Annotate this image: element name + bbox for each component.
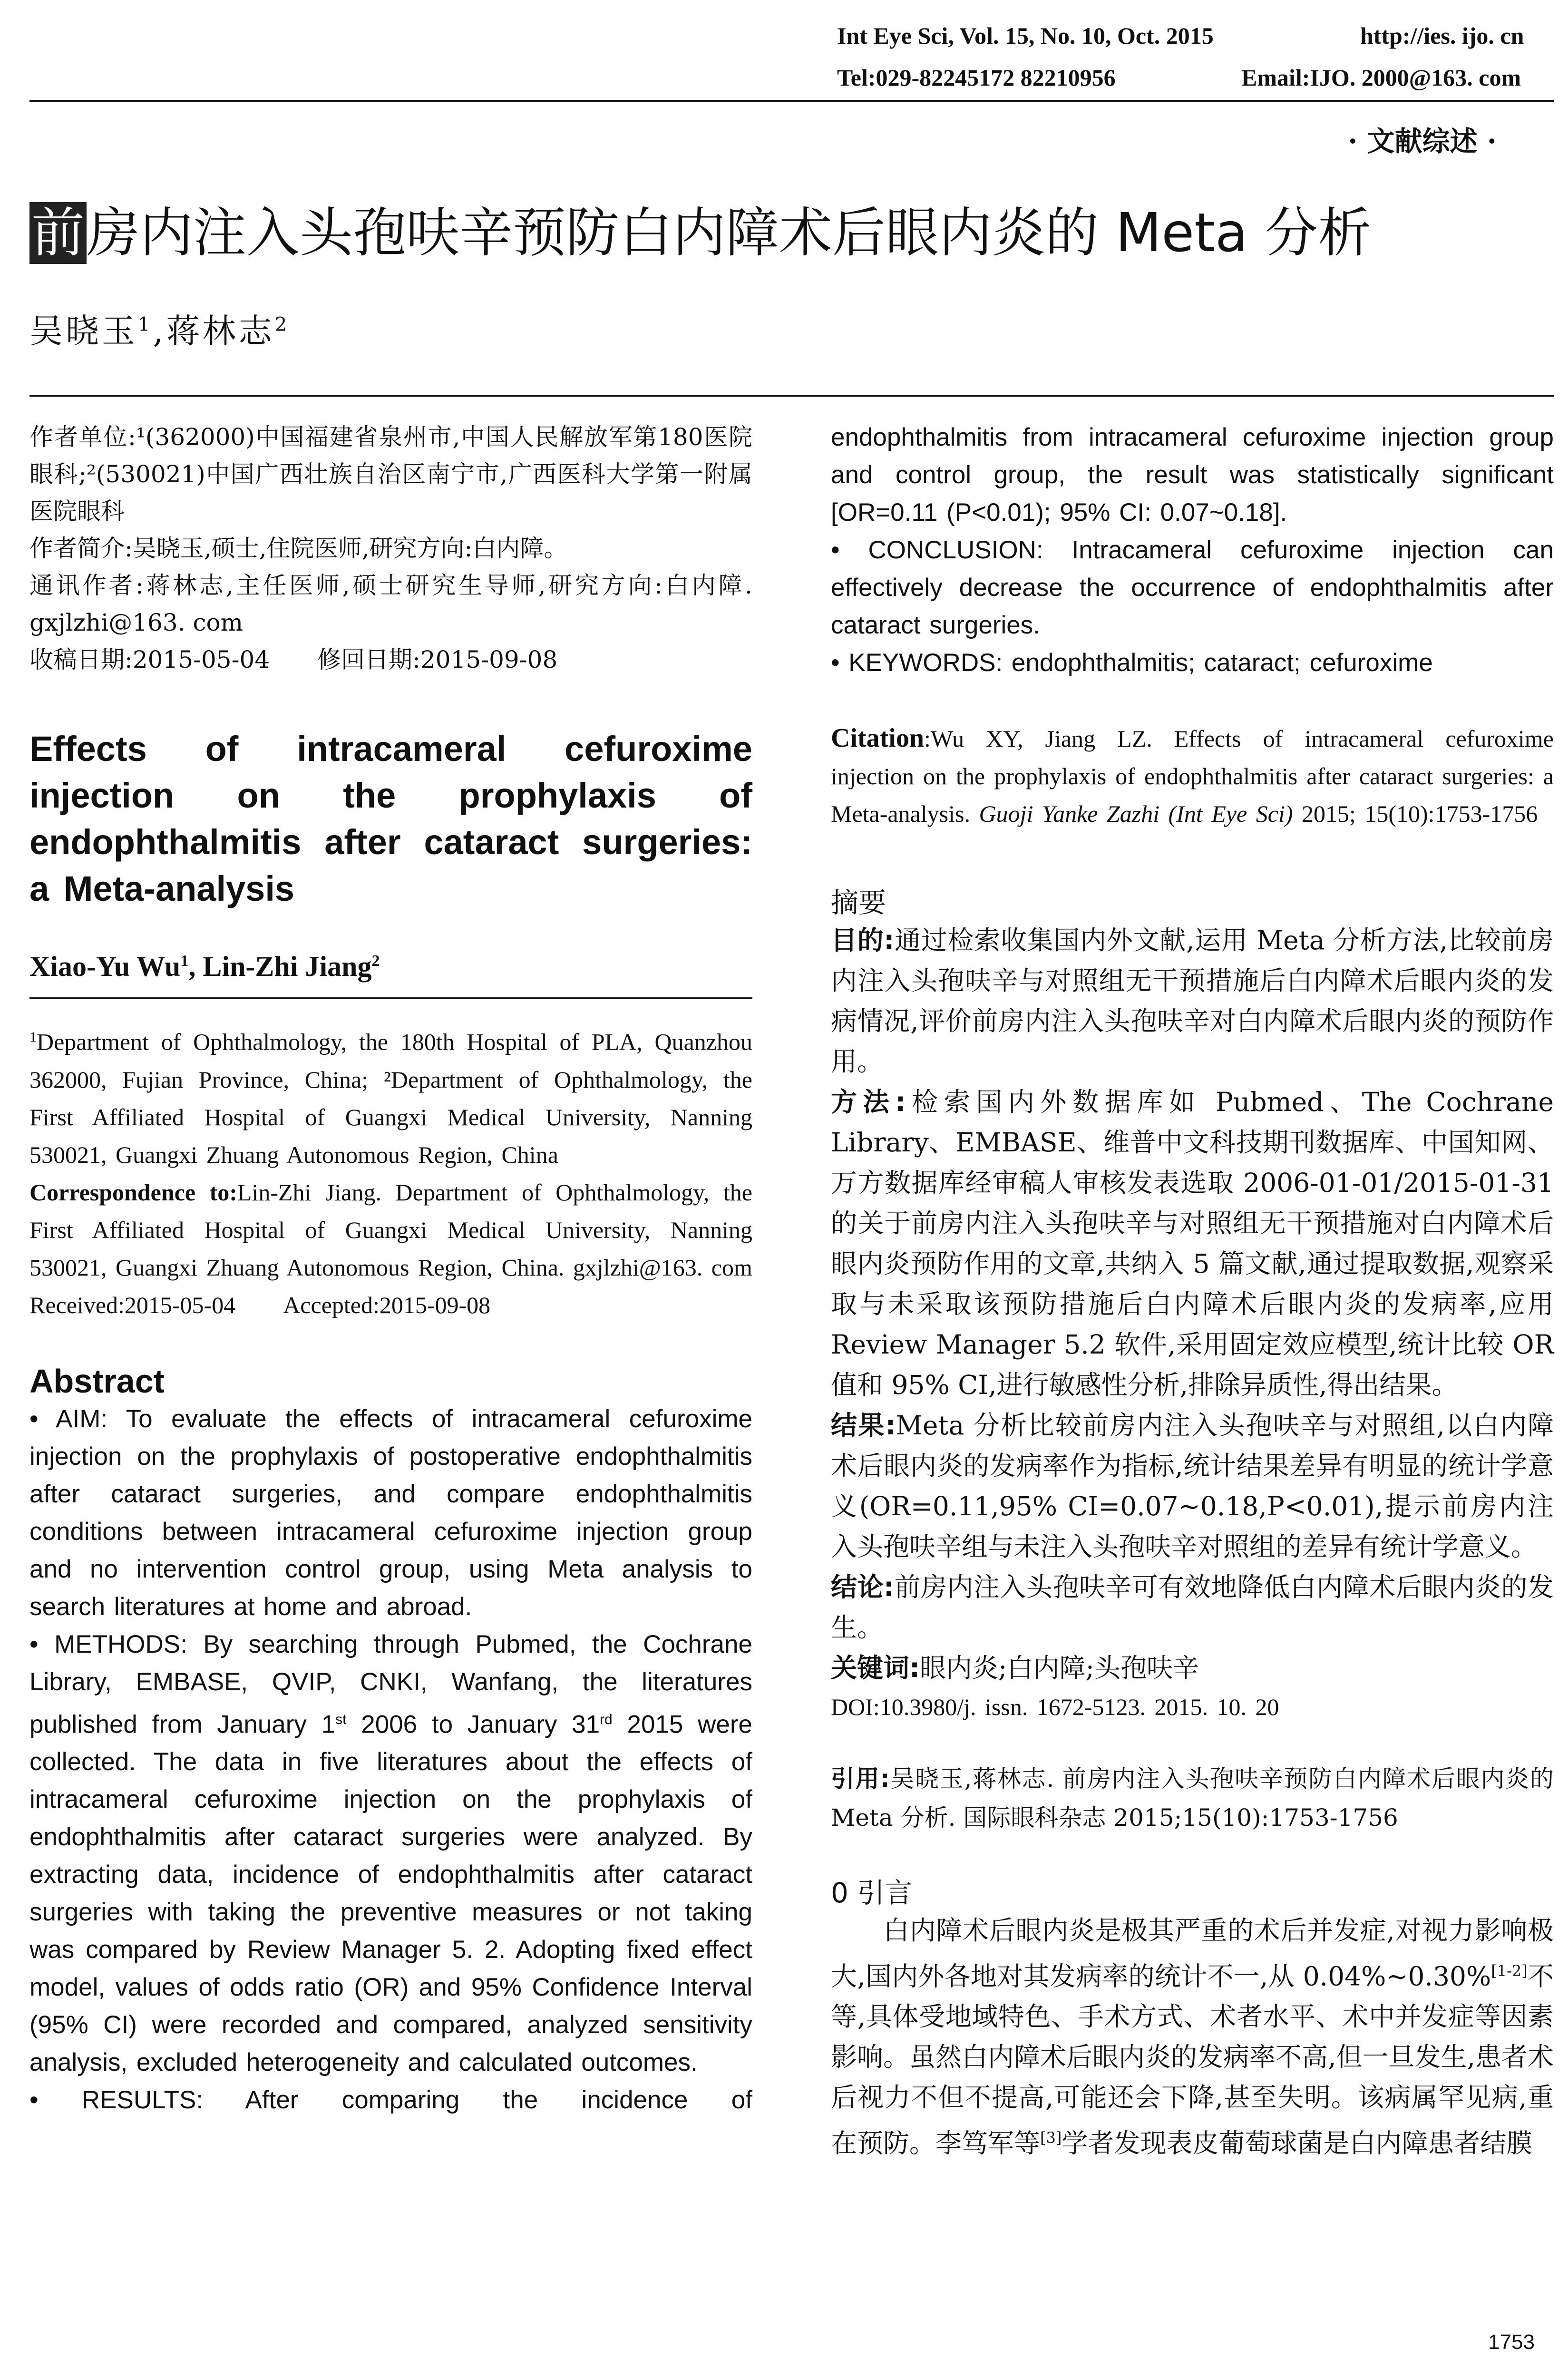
paper-title-cn — [29, 197, 1371, 269]
methods-sup-1: st — [335, 1711, 347, 1727]
paper-title-en: Effects of intracameral cefuroxime injection on the prophylaxis of endophthalmitis after cataract surgeries: a Meta-analysis — [29, 729, 752, 908]
doi[interactable]: DOI:10.3980/j. issn. 1672-5123. 2015. 10. 20 — [831, 1694, 1279, 1720]
section-tag: · 文献综述 · — [1348, 125, 1497, 157]
journal-info: Int Eye Sci, Vol. 15, No. 10, Oct. 2015 — [837, 22, 1214, 49]
citation-journal: Guoji Yanke Zazhi (Int Eye Sci) — [979, 800, 1293, 827]
cn-results-label: 结果: — [831, 1410, 896, 1441]
cn-citation — [831, 1759, 1554, 1837]
correspondence — [29, 1174, 752, 1286]
abstract-heading: Abstract — [29, 1362, 165, 1400]
correspondence-label: Correspondence to: — [29, 1179, 237, 1206]
author-intro: 作者简介:吴晓玉,硕士,住院医师,研究方向:白内障。 — [29, 535, 568, 562]
dates-en: Received:2015-05-04 Accepted:2015-09-08 — [29, 1291, 491, 1318]
abstract-aim: • AIM: To evaluate the effects of intracameral cefuroxime injection on the prophylaxis of postoperative endophthalmitis after cataract surgeries, and compare endophthalmitis conditions between intracameral cefuroxime injection group and no intervention control group, using Meta analysis to search literatures at home and abroad. — [29, 1404, 752, 1621]
abstract-keywords: • KEYWORDS: endophthalmitis; cataract; cefuroxime — [831, 649, 1433, 677]
author-1-sup: 1 — [138, 313, 153, 336]
title-first-char: 前 — [29, 202, 87, 264]
cn-aim-text: 通过检索收集国内外文献,运用 Meta 分析方法,比较前房内注入头孢呋辛与对照组无干预措施后白内障术后眼内炎的发病情况,评价前房内注入头孢呋辛对白内障术后眼内炎的预防作用。 — [831, 925, 1554, 1077]
methods-part-b: 2006 to January 31 — [346, 1710, 600, 1739]
cn-citation-text: 吴晓玉,蒋林志. 前房内注入头孢呋辛预防白内障术后眼内炎的 Meta 分析. 国际眼科杂志 2015;15(10):1753-1756 — [831, 1765, 1554, 1831]
authors-cn — [29, 304, 290, 352]
abstract-conclusion: • CONCLUSION: Intracameral cefuroxime injection can effectively decrease the occurrence of endophthalmitis after cataract surgeries. — [831, 536, 1554, 639]
title-rest: 房内注入头孢呋辛预防白内障术后眼内炎的 Meta 分析 — [87, 202, 1372, 264]
right-column — [831, 419, 1554, 2164]
intro-ref-1[interactable]: [1-2] — [1491, 1962, 1528, 1980]
affiliation — [29, 1018, 752, 1174]
cn-keywords-text: 眼内炎;白内障;头孢呋辛 — [920, 1653, 1199, 1683]
correspondence-text: Lin-Zhi Jiang. Department of Ophthalmology, the First Affiliated Hospital of Guangxi Medical University, Nanning 530021, Guangxi Zhuang Autonomous Region, China. gxjlzhi@163. com — [29, 1179, 752, 1281]
dates-cn: 收稿日期:2015-05-04 修回日期:2015-09-08 — [29, 646, 558, 673]
left-column — [29, 419, 752, 2119]
cn-conclusion-text: 前房内注入头孢呋辛可有效地降低白内障术后眼内炎的发生。 — [831, 1572, 1554, 1643]
citation-tail: 2015; 15(10):1753-1756 — [1293, 800, 1538, 827]
citation-en — [831, 720, 1554, 833]
abstract-results-cont: endophthalmitis from intracameral cefuroxime injection group and control group, the result was statistically significant [OR=0.11 (P<0.01); 95% CI: 0.07~0.18]. — [831, 423, 1554, 526]
header-rule — [29, 100, 1554, 102]
intro-paragraph — [831, 1910, 1554, 2164]
author-2-sup: 2 — [274, 313, 290, 336]
author-1-cn: 吴晓玉 — [29, 312, 138, 351]
affiliation-sup: 1 — [29, 1029, 37, 1045]
cn-conclusion-label: 结论: — [831, 1572, 894, 1602]
cn-abstract-keywords — [831, 1648, 1554, 1688]
intro-heading: 0 引言 — [831, 1877, 913, 1909]
title-rule — [29, 395, 1554, 397]
intro-text-c: 学者发现表皮葡萄球菌是白内障患者结膜 — [1062, 2128, 1533, 2159]
cn-methods-label: 方法: — [831, 1087, 906, 1117]
author-2-en-sup: 2 — [371, 952, 380, 970]
page-number: 1753 — [1488, 2330, 1535, 2354]
author-sep: , — [153, 312, 166, 351]
cn-abstract-results — [831, 1405, 1554, 1567]
methods-part-c: 2015 were collected. The data in five literatures about the effects of intracameral cefuroxime injection on the prophylaxis of endophthalmitis after cataract surgeries were analyzed. By extracting data, incidence of endophthalmitis after cataract surgeries with taking the preventive measures or not taking was compared by Review Manager 5. 2. Adopting fixed effect model, values of odds ratio (OR) and 95% Confidence Interval (95% CI) were recorded and compared, analyzed sensitivity analysis, excluded heterogeneity and calculated outcomes. — [29, 1710, 753, 2077]
abstract-results-start: • RESULTS: After comparing the incidence of — [29, 2086, 752, 2114]
author-1-en: Xiao-Yu Wu — [29, 951, 181, 982]
citation-label: Citation — [831, 723, 924, 753]
authors-en — [29, 950, 752, 983]
methods-part-a: • METHODS: By searching through Pubmed, the Cochrane Library, EMBASE, QVIP, CNKI, Wanfang, the literatures published from January 1 — [29, 1630, 752, 1739]
cn-results-text: Meta 分析比较前房内注入头孢呋辛与对照组,以白内障术后眼内炎的发病率作为指标,统计结果差异有明显的统计学意义(OR=0.11,95% CI=0.07~0.18,P<0.01),提示前房内注入头孢呋辛组与未注入头孢呋辛对照组的差异有统计学意义。 — [831, 1410, 1554, 1562]
cn-methods-text: 检索国内外数据库如 Pubmed、The Cochrane Library、EMBASE、维普中文科技期刊数据库、中国知网、万方数据库经审稿人审核发表选取 2006-01-01/2015-01-31 的关于前房内注入头孢呋辛与对照组无干预措施对白内障术后眼内炎预防作用的文章,共纳入 5 篇文献,通过提取数据,观察采取与未采取该预防措施后白内障术后眼内炎的发病率,应用 Review Manager 5.2 软件,采用固定效应模型,统计比较 OR 值和 95% CI,进行敏感性分析,排除异质性,得出结果。 — [831, 1087, 1554, 1400]
cn-aim-label: 目的: — [831, 925, 895, 955]
cn-abstract-aim — [831, 920, 1554, 1082]
author-1-en-sup: 1 — [180, 952, 189, 970]
journal-email[interactable]: Email:IJO. 2000@163. com — [1241, 64, 1521, 91]
cn-abstract-methods — [831, 1082, 1554, 1405]
intro-text-b: 不等,具体受地域特色、手术方式、术者水平、术中并发症等因素影响。虽然白内障术后眼内炎的发病率不高,但一旦发生,患者术后视力不但不提高,可能还会下降,甚至失明。该病属罕见病,重在预防。李笃军等 — [831, 1961, 1554, 2159]
cn-keywords-label: 关键词: — [831, 1653, 920, 1683]
intro-ref-2[interactable]: [3] — [1040, 2129, 1062, 2147]
cn-abstract-conclusion — [831, 1567, 1554, 1648]
author-2-cn: 蒋林志 — [166, 312, 275, 351]
corresponding-author: 通讯作者:蒋林志,主任医师,硕士研究生导师,研究方向:白内障. gxjlzhi@163. com — [29, 572, 752, 636]
intro-text-a: 白内障术后眼内炎是极其严重的术后并发症,对视力影响极大,国内外各地对其发病率的统计不一,从 0.04%~0.30% — [831, 1915, 1554, 1992]
journal-tel: Tel:029-82245172 82210956 — [837, 64, 1116, 91]
citation-text: :Wu XY, Jiang LZ. Effects of intracameral cefuroxime injection on the prophylaxis of endophthalmitis after cataract surgeries: a Meta-analysis. — [831, 725, 1554, 827]
cn-abstract-heading: 摘要 — [831, 887, 886, 919]
author-en-sep: , — [188, 951, 203, 982]
affiliation-text: Department of Ophthalmology, the 180th Hospital of PLA, Quanzhou 362000, Fujian Province, China; ²Department of Ophthalmology, the First Affiliated Hospital of Guangxi Medical University, Nanning 530021, Guangxi Zhuang Autonomous Region, China — [29, 1028, 752, 1168]
journal-url[interactable]: http://ies. ijo. cn — [1360, 22, 1524, 49]
methods-sup-2: rd — [600, 1711, 613, 1727]
abstract-methods — [29, 1626, 752, 2082]
cn-citation-label: 引用: — [831, 1765, 890, 1792]
author-unit: 作者单位:¹(362000)中国福建省泉州市,中国人民解放军第180医院眼科;²(530021)中国广西壮族自治区南宁市,广西医科大学第一附属医院眼科 — [29, 423, 752, 525]
author-2-en: Lin-Zhi Jiang — [203, 951, 372, 982]
